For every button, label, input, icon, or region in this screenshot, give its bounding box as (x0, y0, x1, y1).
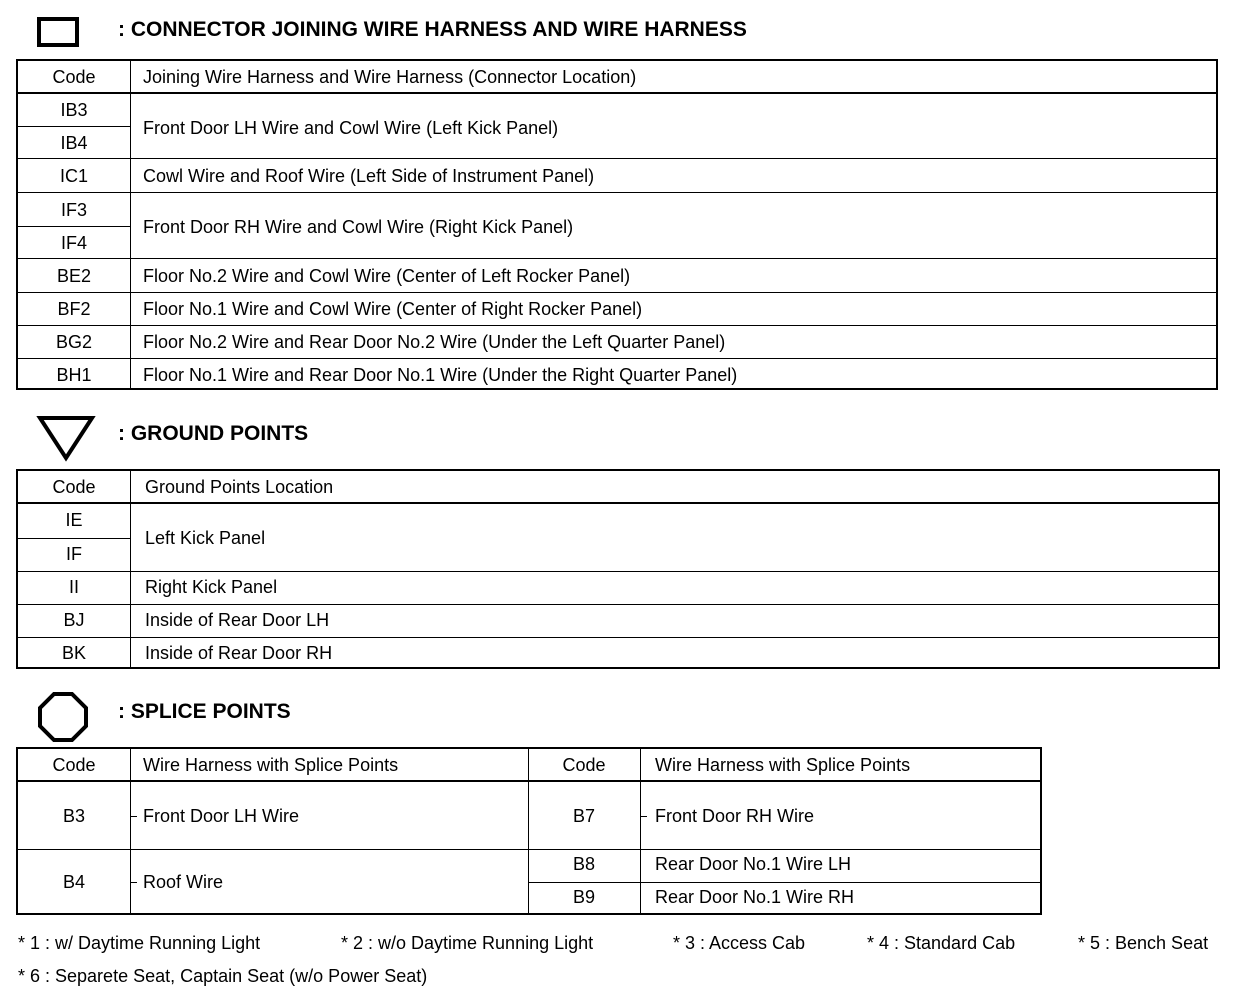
connector-location: Cowl Wire and Roof Wire (Left Side of Instrument Panel) (143, 166, 595, 186)
splice-connector-mark (641, 816, 647, 817)
splice-code: B4 (62, 872, 86, 892)
ground-code: II (68, 577, 79, 597)
connector-code: IB3 (60, 100, 88, 120)
ground-code: IE (65, 510, 83, 530)
octagon-icon (36, 690, 90, 744)
ground-section-title: : GROUND POINTS (118, 422, 309, 445)
ground-code: IF (66, 544, 82, 564)
ground-location: Left Kick Panel (145, 528, 266, 548)
footnote-1: * 1 : w/ Daytime Running Light (18, 933, 261, 953)
splice-harness: Front Door LH Wire (143, 806, 300, 826)
ground-location: Right Kick Panel (145, 577, 278, 597)
connector-code: IF4 (60, 233, 87, 253)
footnote-6: * 6 : Separete Seat, Captain Seat (w/o Power Seat) (18, 966, 428, 986)
connector-code: IF3 (60, 200, 87, 220)
connector-location: Floor No.2 Wire and Rear Door No.2 Wire (Under the Left Quarter Panel) (143, 332, 726, 352)
connector-location: Floor No.1 Wire and Cowl Wire (Center of Right Rocker Panel) (143, 299, 643, 319)
connector-location: Front Door LH Wire and Cowl Wire (Left Kick Panel) (143, 118, 559, 138)
splice-table (16, 747, 1042, 915)
triangle-down-icon (36, 412, 96, 464)
connector-code: BE2 (56, 266, 92, 286)
square-icon (36, 16, 80, 50)
splice-section-title: : SPLICE POINTS (118, 700, 291, 723)
splice-code: B3 (62, 806, 86, 826)
connector-code: IB4 (60, 133, 88, 153)
splice-harness: Roof Wire (143, 872, 224, 892)
ground-table (16, 469, 1220, 669)
splice-connector-mark (131, 816, 137, 817)
splice-header-code-left: Code (52, 755, 96, 775)
splice-harness: Rear Door No.1 Wire RH (655, 887, 855, 907)
connector-code: BF2 (57, 299, 91, 319)
footnote-5: * 5 : Bench Seat (1078, 933, 1209, 953)
splice-code: B8 (572, 854, 596, 874)
splice-harness: Front Door RH Wire (655, 806, 815, 826)
connector-code: BG2 (55, 332, 93, 352)
splice-connector-mark (131, 882, 137, 883)
connector-code: BH1 (56, 365, 92, 385)
connector-header-code: Code (52, 67, 96, 87)
splice-code: B7 (572, 806, 596, 826)
splice-header-code-right: Code (562, 755, 606, 775)
splice-header-desc-right: Wire Harness with Splice Points (655, 755, 911, 775)
splice-harness: Rear Door No.1 Wire LH (655, 854, 852, 874)
connector-section-title: : CONNECTOR JOINING WIRE HARNESS AND WIRE HARNESS (118, 18, 747, 41)
footnote-4: * 4 : Standard Cab (867, 933, 1016, 953)
connector-table (16, 59, 1218, 390)
connector-location: Front Door RH Wire and Cowl Wire (Right Kick Panel) (143, 217, 574, 237)
ground-code: BJ (63, 610, 85, 630)
ground-header-code: Code (52, 477, 96, 497)
footnote-3: * 3 : Access Cab (673, 933, 806, 953)
ground-code: BK (61, 643, 86, 663)
ground-location: Inside of Rear Door RH (145, 643, 333, 663)
ground-header-desc: Ground Points Location (145, 477, 334, 497)
connector-location: Floor No.1 Wire and Rear Door No.1 Wire (Under the Right Quarter Panel) (143, 365, 738, 385)
connector-header-desc: Joining Wire Harness and Wire Harness (Connector Location) (143, 67, 637, 87)
footnote-2: * 2 : w/o Daytime Running Light (341, 933, 594, 953)
splice-header-desc-left: Wire Harness with Splice Points (143, 755, 399, 775)
connector-location: Floor No.2 Wire and Cowl Wire (Center of Left Rocker Panel) (143, 266, 631, 286)
ground-location: Inside of Rear Door LH (145, 610, 330, 630)
connector-code: IC1 (59, 166, 88, 186)
splice-code: B9 (572, 887, 596, 907)
